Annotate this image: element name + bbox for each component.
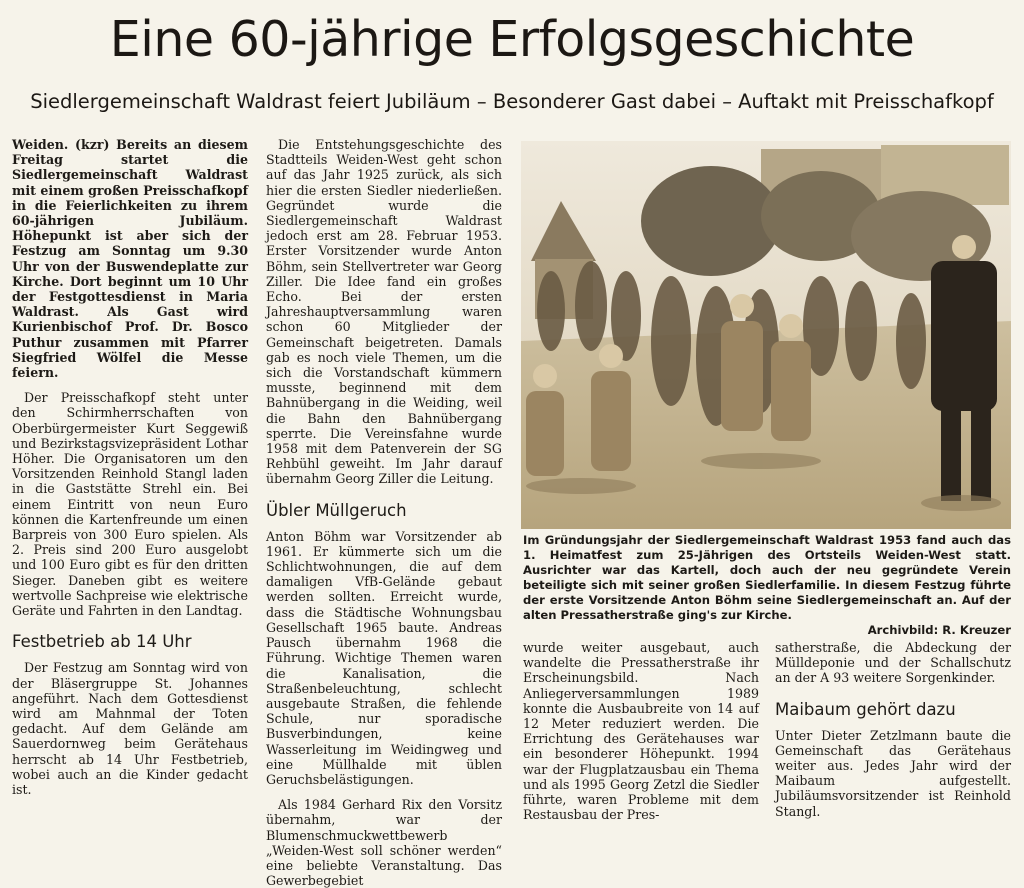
article-column-4 <box>775 640 1011 819</box>
body-paragraph: Unter Dieter Zetzlmann baute die Gemeinschaft das Gerätehaus weiter aus. Jedes Jahr wird der Maibaum aufgestellt. Jubiläumsvorsitzender ist Reinhold Stangl. <box>775 727 1011 819</box>
headline: Eine 60-jährige Erfolgsgeschichte <box>109 11 915 68</box>
body-paragraph: Anton Böhm war Vorsitzender ab 1961. Er kümmerte sich um die Schlichtwohnungen, die auf dem damaligen VfB-Gelände gebaut werden sollten. Erreicht wurde, dass die Städtische Wohnungsbau Gesellschaft 1965 baute. Andreas Pausch übernahm 1968 die Führung. Wichtige Themen waren die Kanalisation, die Straßenbeleuchtung, schlecht ausgebaute Straßen, die fehlende Schule, nur sporadische Busverbindungen, keine Wasserleitung im Weidingweg und eine Müllhalde mit üblen Geruchsbelästigungen. <box>266 528 502 787</box>
archive-photo <box>521 141 1011 529</box>
article-column-2 <box>266 137 502 888</box>
article-column-3 <box>523 640 759 822</box>
body-paragraph: wurde weiter ausgebaut, auch wandelte die Pressatherstraße ihr Erscheinungsbild. Nach Anliegerversammlungen 1989 konnte die Ausbaubreite von 14 auf 12 Meter reduziert werden. Die Errichtung des Gerätehauses war ein besonderer Höhepunkt. 1994 war der Flugplatzausbau ein Thema und als 1995 Georg Zetzl die Siedler führte, waren Probleme mit dem Restausbau der Pres- <box>523 640 759 823</box>
body-paragraph: Die Entstehungsgeschichte des Stadtteils Weiden-West geht schon auf das Jahr 1925 zurück, als sich hier die ersten Siedler niederließen. Gegründet wurde die Siedlergemeinschaft Waldrast jedoch erst am 28. Februar 1953. Erster Vorsitzender wurde Anton Böhm, sein Stellvertreter war Georg Ziller. Die Idee fand ein großes Echo. Bei der ersten Jahreshauptversammlung waren schon 60 Mitglieder der Gemeinschaft beigetreten. Damals gab es noch viele Themen, um die sich die Vorstandschaft kümmern musste, beginnend mit dem Bahnübergang in die Weiding, weil die Bahn den Bahnübergang sperrte. Die Vereinsfahne wurde 1958 mit dem Patenverein der SG Rehbühl geweiht. Im Jahr darauf übernahm Georg Ziller die Leitung. <box>266 137 502 487</box>
caption-text: Im Gründungsjahr der Siedlergemeinschaft Waldrast 1953 fand auch das 1. Heimatfest zum 25-Jährigen des Ortsteils Weiden-West statt. Ausrichter war das Kartell, doch auch der neu gegründete Verein beteiligte sich mit seiner großen Siedlerfamilie. In diesem Festzug führte der erste Vorsitzende Anton Böhm seine Siedlergemeinschaft an. Auf der alten Pressatherstraße ging's zur Kirche. <box>523 533 1011 622</box>
body-paragraph: Als 1984 Gerhard Rix den Vorsitz übernahm, war der Blumenschmuckwettbewerb „Weiden-West soll schöner werden“ eine beliebte Veranstaltung. Das Gewerbegebiet <box>266 797 502 888</box>
photo-credit: Archivbild: R. Kreuzer <box>867 623 1011 637</box>
archive-photo-illustration <box>521 141 1011 529</box>
body-paragraph: Der Festzug am Sonntag wird von der Bläsergruppe St. Johannes angeführt. Nach dem Gottesdienst wird am Mahnmal der Toten gedacht. Auf dem Gelände am Sauerdornweg beim Gerätehaus herrscht ab 14 Uhr Festbetrieb, wobei auch an die Kinder gedacht ist. <box>12 660 248 797</box>
lead-paragraph: Weiden. (kzr) Bereits an diesem Freitag startet die Siedlergemeinschaft Waldrast mit einem großen Preisschafkopf in die Feierlichkeiten zu ihrem 60-jährigen Jubiläum. Höhepunkt ist aber sich der Festzug am Sonntag um 9.30 Uhr von der Buswendeplatte zur Kirche. Dort beginnt um 10 Uhr der Festgottesdienst in Maria Waldrast. Als Gast wird Kurienbischof Prof. Dr. Bosco Puthur zusammen mit Pfarrer Siegfried Wölfel die Messe feiern. <box>12 137 248 381</box>
section-heading-festbetrieb: Festbetrieb ab 14 Uhr <box>12 632 192 652</box>
body-paragraph: satherstraße, die Abdeckung der Mülldeponie und der Schallschutz an der A 93 weitere Sorgenkinder. <box>775 640 1011 686</box>
photo-caption <box>523 533 1011 638</box>
article-column-1 <box>12 137 248 797</box>
subheadline: Siedlergemeinschaft Waldrast feiert Jubiläum – Besonderer Gast dabei – Auftakt mit Preisschafkopf <box>30 90 994 113</box>
section-heading-muellgeruch: Übler Müllgeruch <box>266 500 407 520</box>
body-paragraph: Der Preisschafkopf steht unter den Schirmherrschaften von Oberbürgermeister Kurt Seggewiß und Bezirkstagsvizepräsident Lothar Höher. Die Organisatoren um den Vorsitzenden Reinhold Stangl laden in die Gaststätte Strehl ein. Bei einem Eintritt von neun Euro können die Kartenfreunde um einen Barpreis von 300 Euro spielen. Als 2. Preis sind 200 Euro ausgelobt und 100 Euro gibt es für den dritten Sieger. Daneben gibt es weitere wertvolle Sachpreise wie elektrische Geräte und Fahrten in den Landtag. <box>12 390 248 619</box>
section-heading-maibaum: Maibaum gehört dazu <box>775 699 956 719</box>
